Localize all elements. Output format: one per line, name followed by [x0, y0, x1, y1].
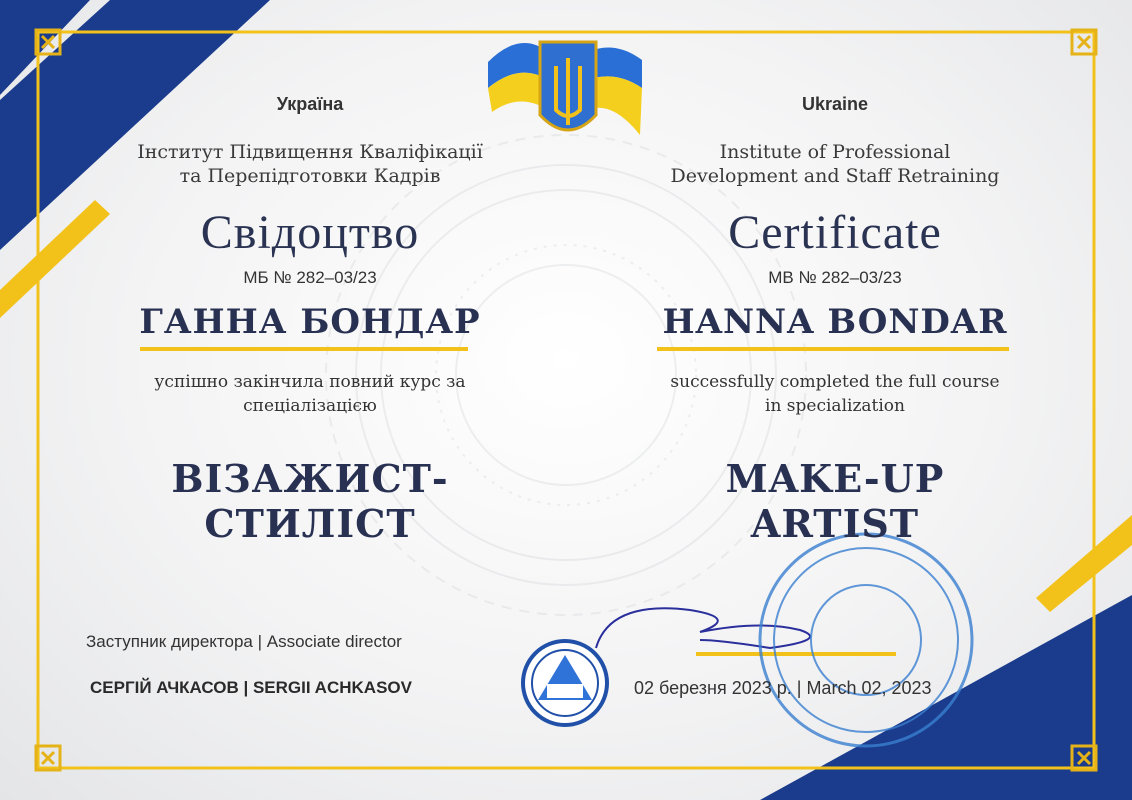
institute-logo [523, 641, 607, 725]
completion-uk-line1: успішно закінчила повний курс за [154, 372, 466, 392]
issue-date: 02 березня 2023 р. | March 02, 2023 [634, 678, 932, 698]
institute-name-uk [120, 140, 500, 188]
completion-text-en [640, 370, 1030, 418]
name-underline-en [657, 347, 1009, 351]
certificate-title-uk: Свідоцтво [200, 206, 420, 259]
signer-name: СЕРГІЙ АЧКАСОВ | SERGII ACHKASOV [90, 678, 412, 697]
institute-uk-line1: Інститут Підвищення Кваліфікації [137, 141, 483, 163]
country-en: Ukraine [801, 94, 869, 114]
recipient-name-uk: ГАННА БОНДАР [139, 302, 481, 342]
institute-en-line1: Institute of Professional [719, 141, 951, 163]
gold-stripe-right [1036, 515, 1132, 612]
completion-text-uk [120, 370, 500, 418]
specialization-en: MAKE-UP ARTIST [725, 456, 945, 546]
completion-uk-line2: спеціалізацією [243, 396, 377, 416]
recipient-name-en: HANNA BONDAR [662, 302, 1008, 342]
institute-en-line2: Development and Staff Retraining [670, 165, 1000, 187]
country-uk: Україна [276, 94, 344, 114]
certificate-title-en: Certificate [728, 206, 942, 259]
signature-line [696, 652, 896, 656]
signer-role: Заступник директора | Associate director [86, 632, 402, 651]
completion-en-line2: in specialization [765, 396, 905, 416]
institute-name-en [640, 140, 1030, 188]
certificate-number-uk: МБ № 282–03/23 [243, 268, 377, 287]
institute-uk-line2: та Перепідготовки Кадрів [179, 165, 441, 187]
official-stamp [760, 534, 972, 746]
specialization-uk: ВІЗАЖИСТ-СТИЛІСТ [171, 456, 449, 546]
completion-en-line1: successfully completed the full course [670, 372, 1000, 392]
certificate-number-en: MB № 282–03/23 [768, 268, 902, 287]
ukraine-flag-emblem [488, 42, 642, 135]
name-underline-uk [140, 347, 468, 351]
